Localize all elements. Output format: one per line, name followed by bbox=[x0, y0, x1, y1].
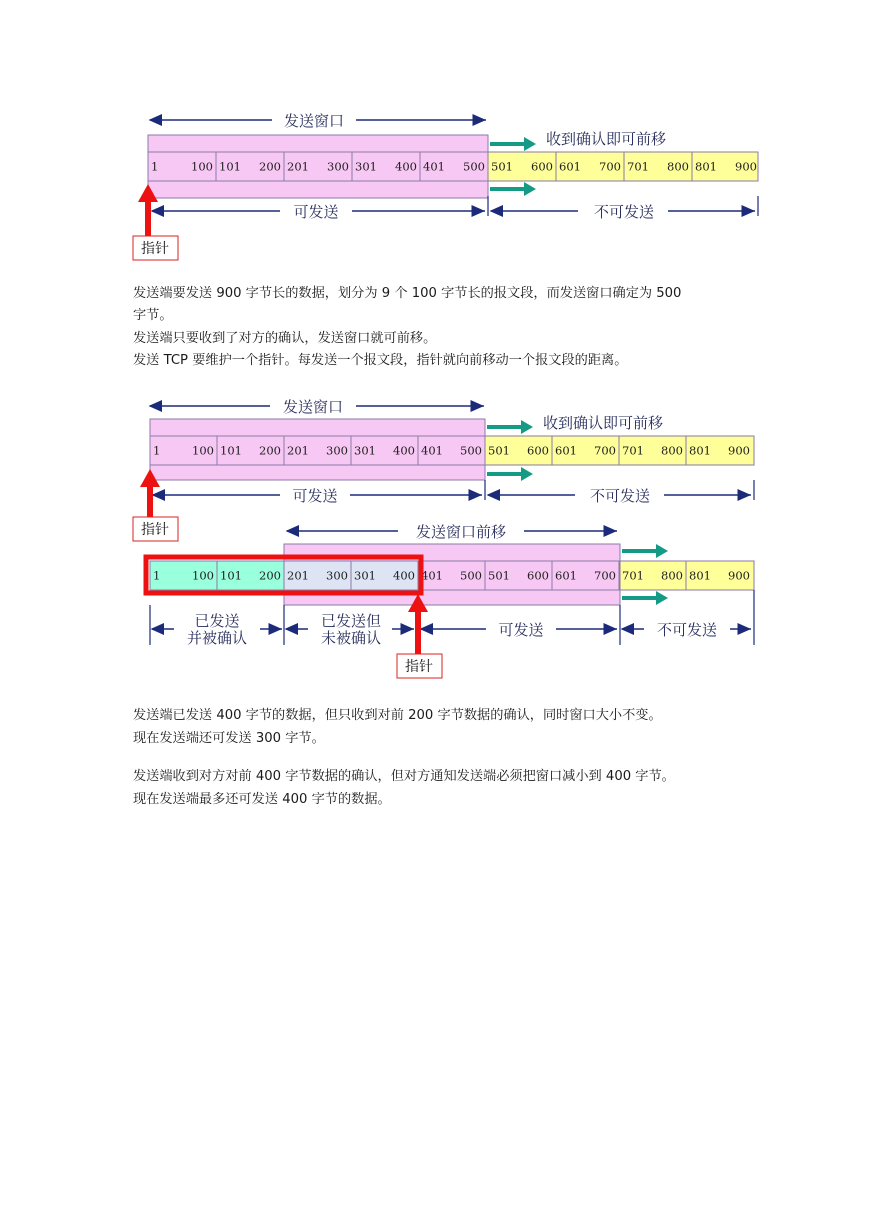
sent-unacked-label-2: 未被确认 bbox=[320, 629, 382, 647]
segment-end-label: 100 bbox=[192, 443, 214, 458]
segment-start-label: 401 bbox=[423, 159, 445, 174]
segment-end-label: 800 bbox=[667, 159, 689, 174]
window-label: 发送窗口 bbox=[282, 398, 344, 416]
move-arrow-icon bbox=[490, 182, 536, 196]
segment-end-label: 500 bbox=[460, 568, 482, 583]
pointer-label: 指针 bbox=[141, 522, 169, 538]
segment-start-label: 201 bbox=[287, 443, 309, 458]
segment-end-label: 200 bbox=[259, 443, 281, 458]
segment-start-label: 101 bbox=[220, 568, 242, 583]
segment-end-label: 200 bbox=[259, 159, 281, 174]
diagram-2 bbox=[133, 398, 754, 541]
segment-end-label: 800 bbox=[661, 568, 683, 583]
segment-start-label: 601 bbox=[555, 443, 577, 458]
segment-start-label: 1 bbox=[153, 443, 161, 458]
segment-end-label: 400 bbox=[393, 443, 415, 458]
window-moved-label: 发送窗口前移 bbox=[415, 523, 507, 541]
segment-end-label: 300 bbox=[326, 568, 348, 583]
sent-acked-label-1: 已发送 bbox=[194, 612, 240, 630]
segment-start-label: 501 bbox=[488, 568, 510, 583]
text-1-line-1: 发送端要发送 900 字节长的数据，划分为 9 个 100 字节长的报文段，而发送窗口确定为 500 bbox=[133, 286, 682, 301]
segment-start-label: 801 bbox=[695, 159, 717, 174]
sent-unacked-label-1: 已发送但 bbox=[320, 612, 382, 630]
pointer-label: 指针 bbox=[405, 659, 433, 675]
segment-start-label: 1 bbox=[153, 568, 161, 583]
segment-end-label: 300 bbox=[326, 443, 348, 458]
segment-start-label: 201 bbox=[287, 159, 309, 174]
segment-start-label: 301 bbox=[354, 443, 376, 458]
segment-end-label: 600 bbox=[531, 159, 553, 174]
move-arrow-icon bbox=[490, 137, 536, 151]
sent-acked-label-2: 并被确认 bbox=[186, 629, 248, 647]
segment-end-label: 500 bbox=[463, 159, 485, 174]
segment-start-label: 601 bbox=[559, 159, 581, 174]
segment-end-label: 700 bbox=[599, 159, 621, 174]
move-label: 收到确认即可前移 bbox=[543, 414, 664, 432]
segment-end-label: 900 bbox=[728, 568, 750, 583]
segment-end-label: 100 bbox=[192, 568, 214, 583]
text-2-line-1: 发送端已发送 400 字节的数据，但只收到对前 200 字节数据的确认，同时窗口大小不变。 bbox=[133, 708, 662, 723]
text-2-line-2: 现在发送端还可发送 300 字节。 bbox=[133, 731, 325, 746]
segment-end-label: 900 bbox=[735, 159, 757, 174]
segment-end-label: 800 bbox=[661, 443, 683, 458]
segment-end-label: 700 bbox=[594, 568, 616, 583]
sendable-label: 可发送 bbox=[292, 487, 338, 505]
move-label: 收到确认即可前移 bbox=[546, 130, 667, 148]
diagram-1 bbox=[133, 112, 758, 260]
segment-start-label: 301 bbox=[354, 568, 376, 583]
sendable-label: 可发送 bbox=[293, 203, 339, 221]
segment-start-label: 701 bbox=[627, 159, 649, 174]
text-1-line-2: 字节。 bbox=[133, 308, 173, 323]
segment-start-label: 101 bbox=[220, 443, 242, 458]
segment-start-label: 201 bbox=[287, 568, 309, 583]
segment-end-label: 200 bbox=[259, 568, 281, 583]
not-sendable-label: 不可发送 bbox=[656, 621, 718, 639]
text-2-line-4: 现在发送端最多还可发送 400 字节的数据。 bbox=[133, 792, 391, 807]
segment-end-label: 600 bbox=[527, 568, 549, 583]
segment-start-label: 401 bbox=[421, 568, 443, 583]
segment-start-label: 501 bbox=[488, 443, 510, 458]
segment-end-label: 600 bbox=[527, 443, 549, 458]
text-2-line-3: 发送端收到对方对前 400 字节数据的确认，但对方通知发送端必须把窗口减小到 400 字节。 bbox=[133, 769, 675, 784]
segment-end-label: 400 bbox=[395, 159, 417, 174]
text-1-line-3: 发送端只要收到了对方的确认，发送窗口就可前移。 bbox=[133, 331, 437, 346]
segment-start-label: 701 bbox=[622, 568, 644, 583]
segment-start-label: 401 bbox=[421, 443, 443, 458]
segment-start-label: 701 bbox=[622, 443, 644, 458]
segment-end-label: 100 bbox=[191, 159, 213, 174]
move-arrow-icon bbox=[622, 544, 668, 558]
segment-start-label: 601 bbox=[555, 568, 577, 583]
segment-end-label: 900 bbox=[728, 443, 750, 458]
segment-start-label: 501 bbox=[491, 159, 513, 174]
segment-start-label: 301 bbox=[355, 159, 377, 174]
segment-end-label: 400 bbox=[393, 568, 415, 583]
segment-end-label: 700 bbox=[594, 443, 616, 458]
sendable-label: 可发送 bbox=[498, 621, 544, 639]
segment-end-label: 300 bbox=[327, 159, 349, 174]
outside-window-box bbox=[488, 152, 758, 181]
move-arrow-icon bbox=[487, 420, 533, 434]
pointer-label: 指针 bbox=[141, 241, 169, 257]
segment-start-label: 801 bbox=[689, 443, 711, 458]
segment-start-label: 1 bbox=[151, 159, 159, 174]
not-sendable-label: 不可发送 bbox=[593, 203, 655, 221]
move-arrow-icon bbox=[622, 591, 668, 605]
text-1-line-4: 发送 TCP 要维护一个指针。每发送一个报文段，指针就向前移动一个报文段的距离。 bbox=[133, 353, 628, 368]
window-label: 发送窗口 bbox=[283, 112, 345, 130]
segment-start-label: 101 bbox=[219, 159, 241, 174]
segment-start-label: 801 bbox=[689, 568, 711, 583]
not-sendable-label: 不可发送 bbox=[589, 487, 651, 505]
move-arrow-icon bbox=[487, 467, 533, 481]
diagram-3 bbox=[146, 523, 754, 678]
segment-end-label: 500 bbox=[460, 443, 482, 458]
